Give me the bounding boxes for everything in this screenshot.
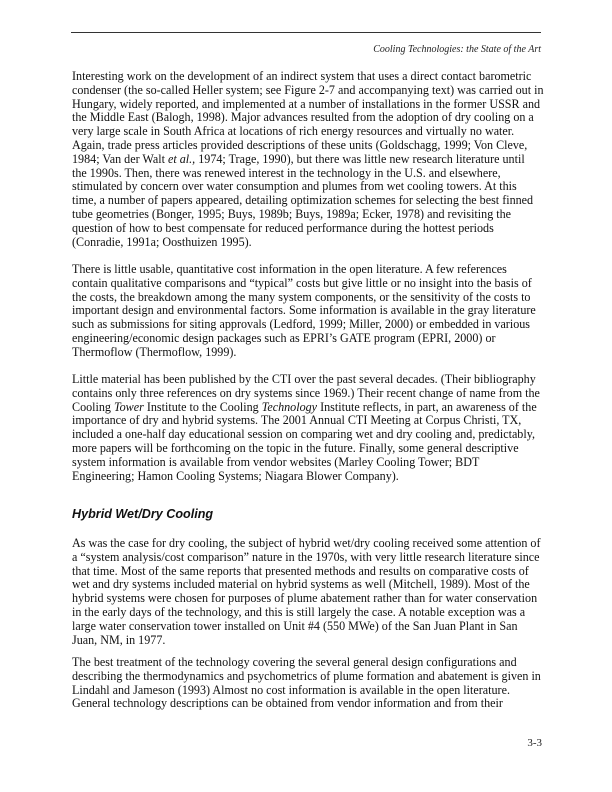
text-line: Engineering; Hamon Cooling Systems; Niagara Blower Company).: [72, 468, 399, 483]
text-line: time, a number of papers appeared, detailing optimization schemes for selecting the best finned: [72, 193, 534, 208]
text-line: the costs, the breakdown among the many system components, or the sensitivity of the costs to: [72, 289, 531, 304]
paragraph-cost-information: [72, 263, 547, 360]
text-line: large water conservation tower installed on Unit #4 (550 MWe) of the San Juan Plant in San: [72, 618, 518, 633]
text-line: included a one-half day educational session on comparing wet and dry cooling and, predictably,: [72, 427, 535, 442]
text-line: contain qualitative comparisons and “typical” costs but give little or no insight into the basis of: [72, 275, 532, 290]
text-line: a “system analysis/cost comparison” nature in the 1970s, with very little research literature since: [72, 549, 540, 564]
text-line: contains only three references on dry systems since 1969.) Their recent change of name from the: [72, 385, 540, 400]
text-line: Interesting work on the development of an indirect system that uses a direct contact barometric: [72, 69, 532, 83]
text-line: very large scale in South Africa at locations of rich energy resources and virtually no water.: [72, 124, 515, 139]
text-line: hybrid systems were chosen for purposes of plume abatement rather than for water conservation: [72, 591, 538, 606]
text-line: the 1990s. Then, there was renewed interest in the technology in the U.S. and elsewhere,: [72, 165, 501, 180]
text-line: Juan, NM, in 1977.: [72, 632, 166, 647]
paragraph-hybrid-history: [72, 537, 547, 647]
text-line: more papers will be forthcoming on the topic in the future. Finally, some general descriptive: [72, 440, 519, 455]
header-rule: [71, 32, 541, 33]
text-line: describing the thermodynamics and psychometrics of plume formation and abatement is given in: [72, 668, 541, 683]
text-line: Hungary, widely reported, and implemented at a number of installations in the former USSR and: [72, 96, 541, 111]
text-line: The best treatment of the technology covering the several general design configurations and: [72, 655, 517, 669]
text-line: General technology descriptions can be obtained from vendor information and from their: [72, 696, 503, 711]
text-line: system information is available from vendor websites (Marley Cooling Tower; BDT: [72, 454, 480, 469]
text-line: such as submissions for siting approvals (Ledford, 1999; Miller, 2000) or embedded in various: [72, 317, 530, 332]
text-line: Little material has been published by the CTI over the past several decades. (Their bibliography: [72, 372, 536, 386]
text-line: As was the case for dry cooling, the subject of hybrid wet/dry cooling received some attention of: [72, 536, 541, 550]
paragraph-dry-cooling-history: [72, 70, 547, 249]
running-header: Cooling Technologies: the State of the Art: [373, 44, 541, 55]
text-line: stimulated by concern over water consumption and plumes from wet cooling towers. At this: [72, 179, 517, 194]
section-heading-hybrid-cooling: Hybrid Wet/Dry Cooling: [72, 507, 214, 521]
text-line: question of how to best compensate for reduced performance during the hottest periods: [72, 220, 494, 235]
text-line: 1984; Van der Walt et al., 1974; Trage, 1990), but there was little new research literature until: [72, 151, 525, 166]
text-line: Thermoflow (Thermoflow, 1999).: [72, 344, 237, 359]
text-line: tube geometries (Bonger, 1995; Buys, 1989b; Buys, 1989a; Ecker, 1978) and revisiting the: [72, 206, 512, 221]
text-line: that time. Most of the same reports that presented methods and results on comparative costs of: [72, 563, 529, 578]
text-line: in the early days of the technology, and this is still largely the case. A notable exception was a: [72, 604, 526, 619]
paragraph-best-treatment: [72, 656, 547, 711]
text-line: importance of dry and hybrid systems. The 2001 Annual CTI Meeting at Corpus Christi, TX,: [72, 413, 522, 428]
text-line: (Conradie, 1991a; Oosthuizen 1995).: [72, 234, 252, 249]
text-line: important design and environmental factors. Some information is available in the gray literature: [72, 303, 536, 318]
text-line: Lindahl and Jameson (1993) Almost no cost information is available in the open literature.: [72, 682, 510, 697]
page-number: 3-3: [527, 737, 542, 749]
text-line: There is little usable, quantitative cost information in the open literature. A few references: [72, 262, 507, 276]
text-line: condenser (the so-called Heller system; see Figure 2-7 and accompanying text) was carried out in: [72, 82, 544, 97]
text-line: wet and dry systems included material on hybrid systems as well (Mitchell, 1989). Most of the: [72, 577, 530, 592]
text-line: the Middle East (Balogh, 1998). Major advances resulted from the adoption of dry cooling on a: [72, 110, 534, 125]
text-line: engineering/economic design packages such as EPRI’s GATE program (EPRI, 2000) or: [72, 330, 496, 345]
text-line: Again, trade press articles provided descriptions of these units (Goldschagg, 1999; Von Cleve,: [72, 137, 528, 152]
text-line: Cooling Tower Institute to the Cooling Technology Institute reflects, in part, an awareness of the: [72, 399, 537, 414]
paragraph-cti-material: [72, 373, 547, 483]
